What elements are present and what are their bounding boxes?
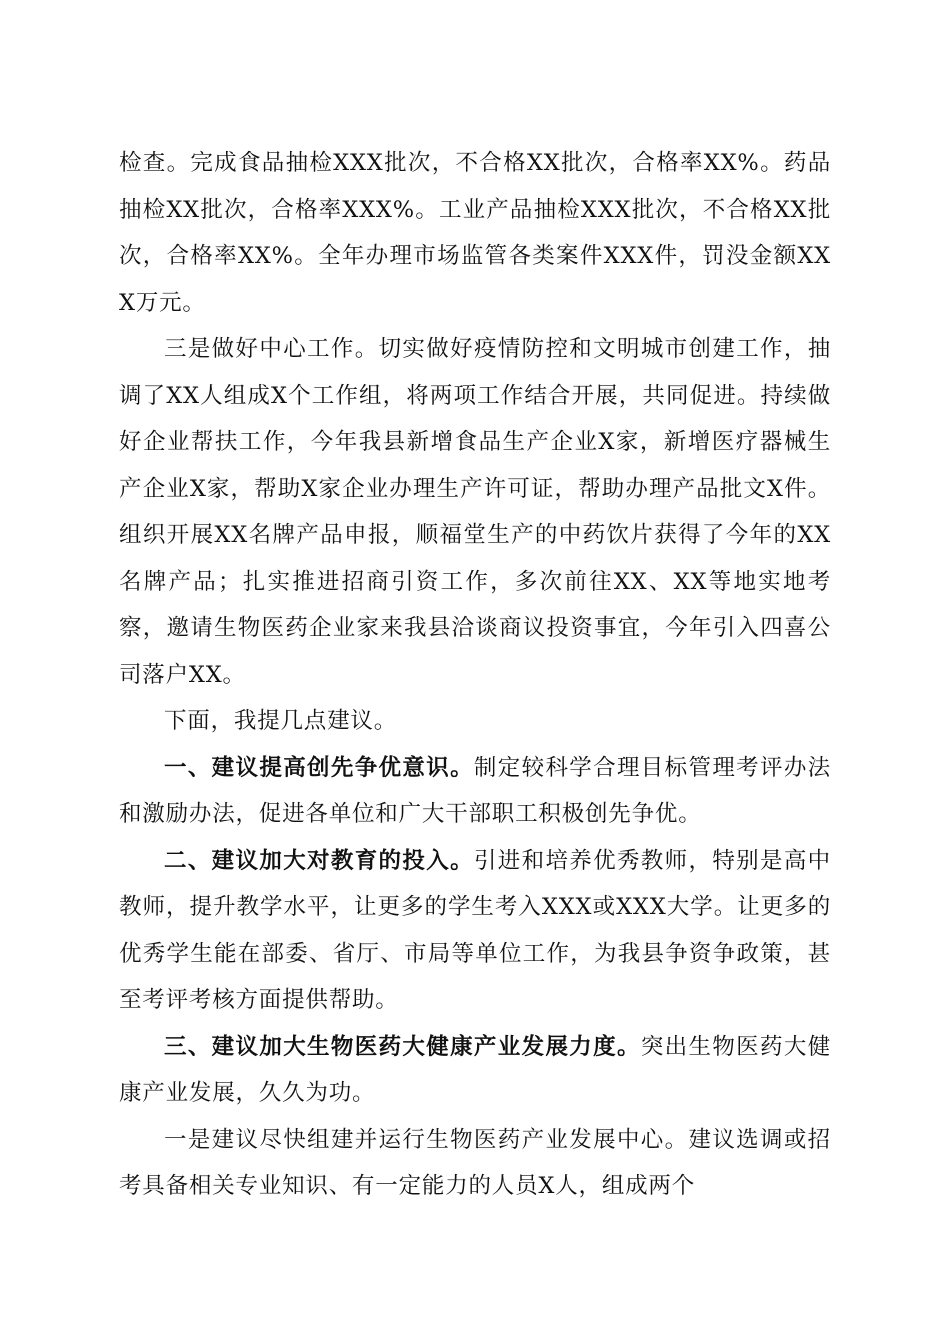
paragraph-text: 检查。完成食品抽检XXX批次，不合格XX批次，合格率XX%。药品抽检XX批次，合格率XXX%。工业产品抽检XXX批次，不合格XX批次，合格率XX%。全年办理市场监管各类案件XXX件，罚没金额XXX万元。 [119, 150, 831, 316]
paragraph-suggestion-2 [119, 838, 831, 1024]
paragraph-text: 建议选调或招考具备相关专业知识、有一定能力的人员X人，组成两个 [119, 1126, 831, 1199]
paragraph-heading: 二、建议加大对教育的投入。 [164, 847, 474, 874]
paragraph-text: 制定较科学合理目标管理考评办法和激励办法，促进各单位和广大干部职工积极创先争优。 [119, 754, 831, 827]
paragraph-inspection-results [119, 140, 831, 326]
paragraph-central-work [119, 326, 831, 698]
paragraph-lead: 一是建议尽快组建并运行生物医药产业发展中心。 [164, 1126, 689, 1153]
paragraph-suggestion-3-item-1 [119, 1117, 831, 1210]
paragraph-heading: 三、建议加大生物医药大健康产业发展力度。 [164, 1033, 641, 1060]
paragraph-text: 切实做好疫情防控和文明城市创建工作，抽调了XX人组成X个工作组，将两项工作结合开展，共同促进。持续做好企业帮扶工作，今年我县新增食品生产企业X家，新增医疗器械生产企业X家，帮助X家企业办理生产许可证，帮助办理产品批文X件。组织开展XX名牌产品申报，顺福堂生产的中药饮片获得了今年的XX名牌产品；扎实推进招商引资工作，多次前往XX、XX等地实地考察，邀请生物医药企业家来我县洽谈商议投资事宜，今年引入四喜公司落户XX。 [119, 336, 832, 688]
paragraph-suggestions-intro [119, 698, 831, 745]
paragraph-suggestion-1 [119, 745, 831, 838]
paragraph-heading: 一、建议提高创先争优意识。 [164, 754, 474, 781]
paragraph-text: 突出生物医药大健康产业发展，久久为功。 [119, 1033, 831, 1106]
paragraph-text: 下面，我提几点建议。 [164, 708, 398, 734]
paragraph-suggestion-3 [119, 1024, 831, 1117]
document-body [119, 140, 831, 1210]
paragraph-lead: 三是做好中心工作。 [164, 336, 379, 362]
paragraph-text: 引进和培养优秀教师，特别是高中教师，提升教学水平，让更多的学生考入XXX或XXX大学。让更多的优秀学生能在部委、省厅、市局等单位工作，为我县争资争政策，甚至考评考核方面提供帮助。 [119, 847, 831, 1013]
